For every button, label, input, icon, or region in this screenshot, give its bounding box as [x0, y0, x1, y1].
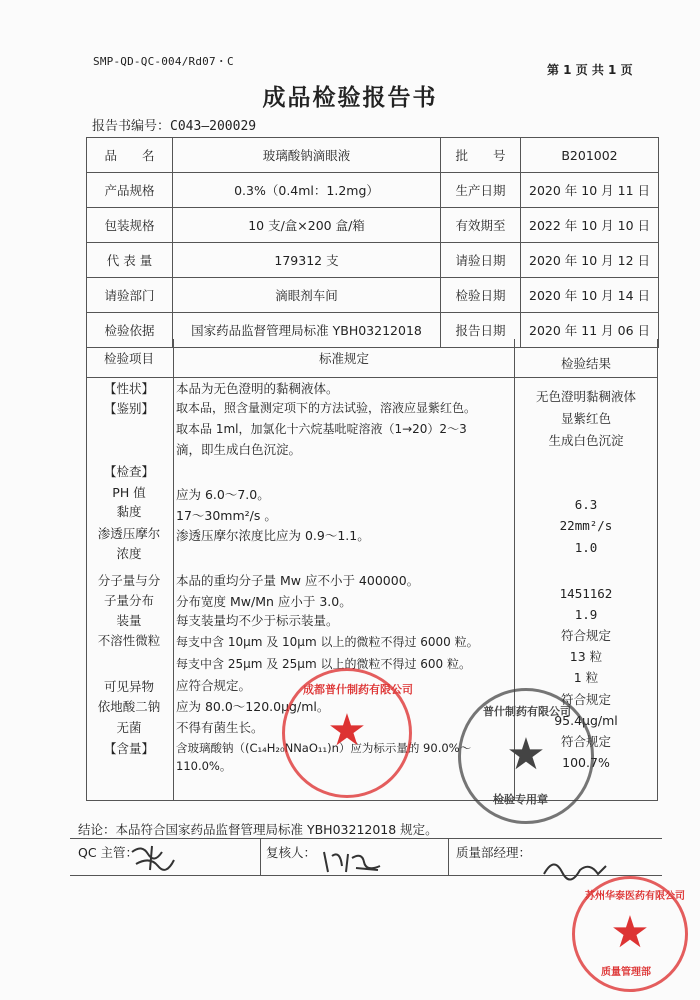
standard-text: 滴，即生成白色沉淀。 [176, 442, 302, 457]
result-value: 1.9 [574, 607, 598, 622]
info-value: 玻璃酸钠滴眼液 [173, 138, 441, 173]
info-label: 批 号 [441, 138, 521, 173]
star-icon: ★ [506, 729, 546, 780]
result-value: 95.4μg/ml [554, 713, 618, 728]
result-value: 符合规定 [560, 734, 611, 749]
reviewer-signature [320, 846, 390, 876]
item-mw: 子量分布 [103, 593, 154, 608]
section-content: 【含量】 [103, 741, 154, 756]
standard-text: 本品为无色澄明的黏稠液体。 [176, 381, 339, 396]
info-row [87, 208, 659, 243]
item-ph: PH 值 [112, 485, 146, 500]
info-label: 检验日期 [441, 278, 521, 313]
column-divider [448, 839, 449, 875]
qa-signature [540, 852, 610, 884]
info-value: 2020 年 11 月 06 日 [521, 313, 659, 348]
result-value: 13 粒 [569, 649, 603, 664]
standard-text: 含玻璃酸钠（(C₁₄H₂₀NNaO₁₁)n）应为标示量的 90.0%～110.0%。 [176, 741, 472, 773]
page-info: 第 1 页 共 1 页 [547, 63, 633, 77]
info-value: 2020 年 10 月 11 日 [521, 173, 659, 208]
info-label: 报告日期 [441, 313, 521, 348]
star-icon: ★ [610, 907, 650, 958]
result-value: 1451162 [559, 586, 613, 601]
result-value: 22mm²/s [559, 518, 613, 533]
star-icon: ★ [327, 705, 367, 756]
standard-text: 应为 6.0～7.0。 [176, 487, 270, 502]
row-divider [87, 377, 657, 378]
result-value: 符合规定 [560, 692, 611, 707]
standard-text: 渗透压摩尔浓度比应为 0.9～1.1。 [176, 528, 370, 543]
report-number [92, 115, 256, 134]
seal-text: 质量管理部 [601, 967, 651, 978]
result-value: 1 粒 [573, 670, 599, 685]
info-value: 滴眼剂车间 [173, 278, 441, 313]
info-row [87, 138, 659, 173]
result-value: 显紫红色 [560, 411, 611, 426]
standard-text: 每支中含 10μm 及 10μm 以上的微粒不得过 6000 粒。 [176, 635, 479, 649]
seal-text: 检验专用章 [493, 793, 548, 806]
standard-text: 应为 80.0～120.0μg/ml。 [176, 699, 330, 714]
info-value: 0.3%（0.4ml：1.2mg） [173, 173, 441, 208]
result-value: 生成白色沉淀 [548, 433, 624, 448]
seal-text: 成都普什制药有限公司 [303, 683, 413, 696]
result-value: 1.0 [574, 540, 598, 555]
info-value: 2020 年 10 月 14 日 [521, 278, 659, 313]
inspection-seal [458, 688, 594, 824]
info-label: 产品规格 [87, 173, 173, 208]
result-value: 6.3 [574, 497, 598, 512]
item-viscosity: 黏度 [116, 504, 142, 519]
info-label: 代 表 量 [87, 243, 173, 278]
info-value: 2020 年 10 月 12 日 [521, 243, 659, 278]
section-inspection: 【检查】 [103, 464, 154, 479]
conclusion: 结论：本品符合国家药品监督管理局标准 YBH03212018 规定。 [78, 822, 438, 837]
standard-text: 应符合规定。 [176, 678, 252, 693]
column-divider [173, 339, 174, 800]
result-value: 无色澄明黏稠液体 [535, 389, 636, 404]
info-table [86, 137, 659, 348]
header-item: 检验项目 [103, 351, 154, 366]
header-standard: 标准规定 [318, 351, 369, 366]
result-value: 符合规定 [560, 628, 611, 643]
standard-text: 不得有菌生长。 [176, 720, 264, 735]
info-row [87, 278, 659, 313]
page-title: 成品检验报告书 [262, 84, 438, 111]
standard-text: 17～30mm²/s 。 [176, 508, 277, 523]
info-row [87, 173, 659, 208]
info-label: 检验依据 [87, 313, 173, 348]
item-osmotic: 浓度 [116, 546, 142, 561]
report-number-label: 报告书编号： [92, 119, 171, 134]
item-mw: 分子量与分 [97, 573, 161, 588]
qc-signature [128, 842, 178, 872]
info-row [87, 243, 659, 278]
standard-text: 分布宽度 Mw/Mn 应小于 3.0。 [176, 594, 352, 609]
qa-manager-label: 质量部经理： [456, 845, 532, 860]
standard-text: 本品的重均分子量 Mw 应不小于 400000。 [176, 573, 420, 588]
item-osmotic: 渗透压摩尔 [97, 526, 161, 541]
info-value: B201002 [521, 138, 659, 173]
seal-text: 普什制药有限公司 [483, 705, 571, 718]
company-seal-red [282, 668, 412, 798]
info-value: 国家药品监督管理局标准 YBH03212018 [173, 313, 441, 348]
info-label: 请验日期 [441, 243, 521, 278]
standard-text: 取本品，照含量测定项下的方法试验，溶液应显紫红色。 [176, 401, 477, 415]
seal-text: 苏州华泰医药有限公司 [585, 891, 685, 902]
column-divider [260, 839, 261, 875]
section-identification: 【鉴别】 [103, 401, 154, 416]
item-sterile: 无菌 [116, 720, 142, 735]
report-number-value: C043—200029 [170, 119, 257, 134]
item-fill: 装量 [116, 613, 142, 628]
info-label: 请验部门 [87, 278, 173, 313]
info-value: 10 支/盒×200 盒/箱 [173, 208, 441, 243]
info-value: 2022 年 10 月 10 日 [521, 208, 659, 243]
document-code: SMP-QD-QC-004/Rd07・C [93, 55, 234, 68]
info-label: 品 名 [87, 138, 173, 173]
info-label: 有效期至 [441, 208, 521, 243]
item-visible: 可见异物 [103, 679, 154, 694]
standard-text: 每支中含 25μm 及 25μm 以上的微粒不得过 600 粒。 [176, 657, 471, 671]
result-value: 100.7% [562, 755, 610, 770]
qc-label: QC 主管： [78, 845, 139, 860]
qa-dept-seal [572, 876, 688, 992]
section-properties: 【性状】 [103, 381, 154, 396]
standard-text: 取本品 1ml，加氯化十六烷基吡啶溶液（1→20）2～3 [176, 422, 467, 436]
standard-text: 每支装量均不少于标示装量。 [176, 613, 339, 628]
header-result: 检验结果 [560, 356, 611, 371]
info-label: 包装规格 [87, 208, 173, 243]
reviewer-label: 复核人： [266, 845, 317, 860]
item-edta: 依地酸二钠 [97, 699, 161, 714]
info-label: 生产日期 [441, 173, 521, 208]
item-particles: 不溶性微粒 [97, 633, 161, 648]
info-value: 179312 支 [173, 243, 441, 278]
